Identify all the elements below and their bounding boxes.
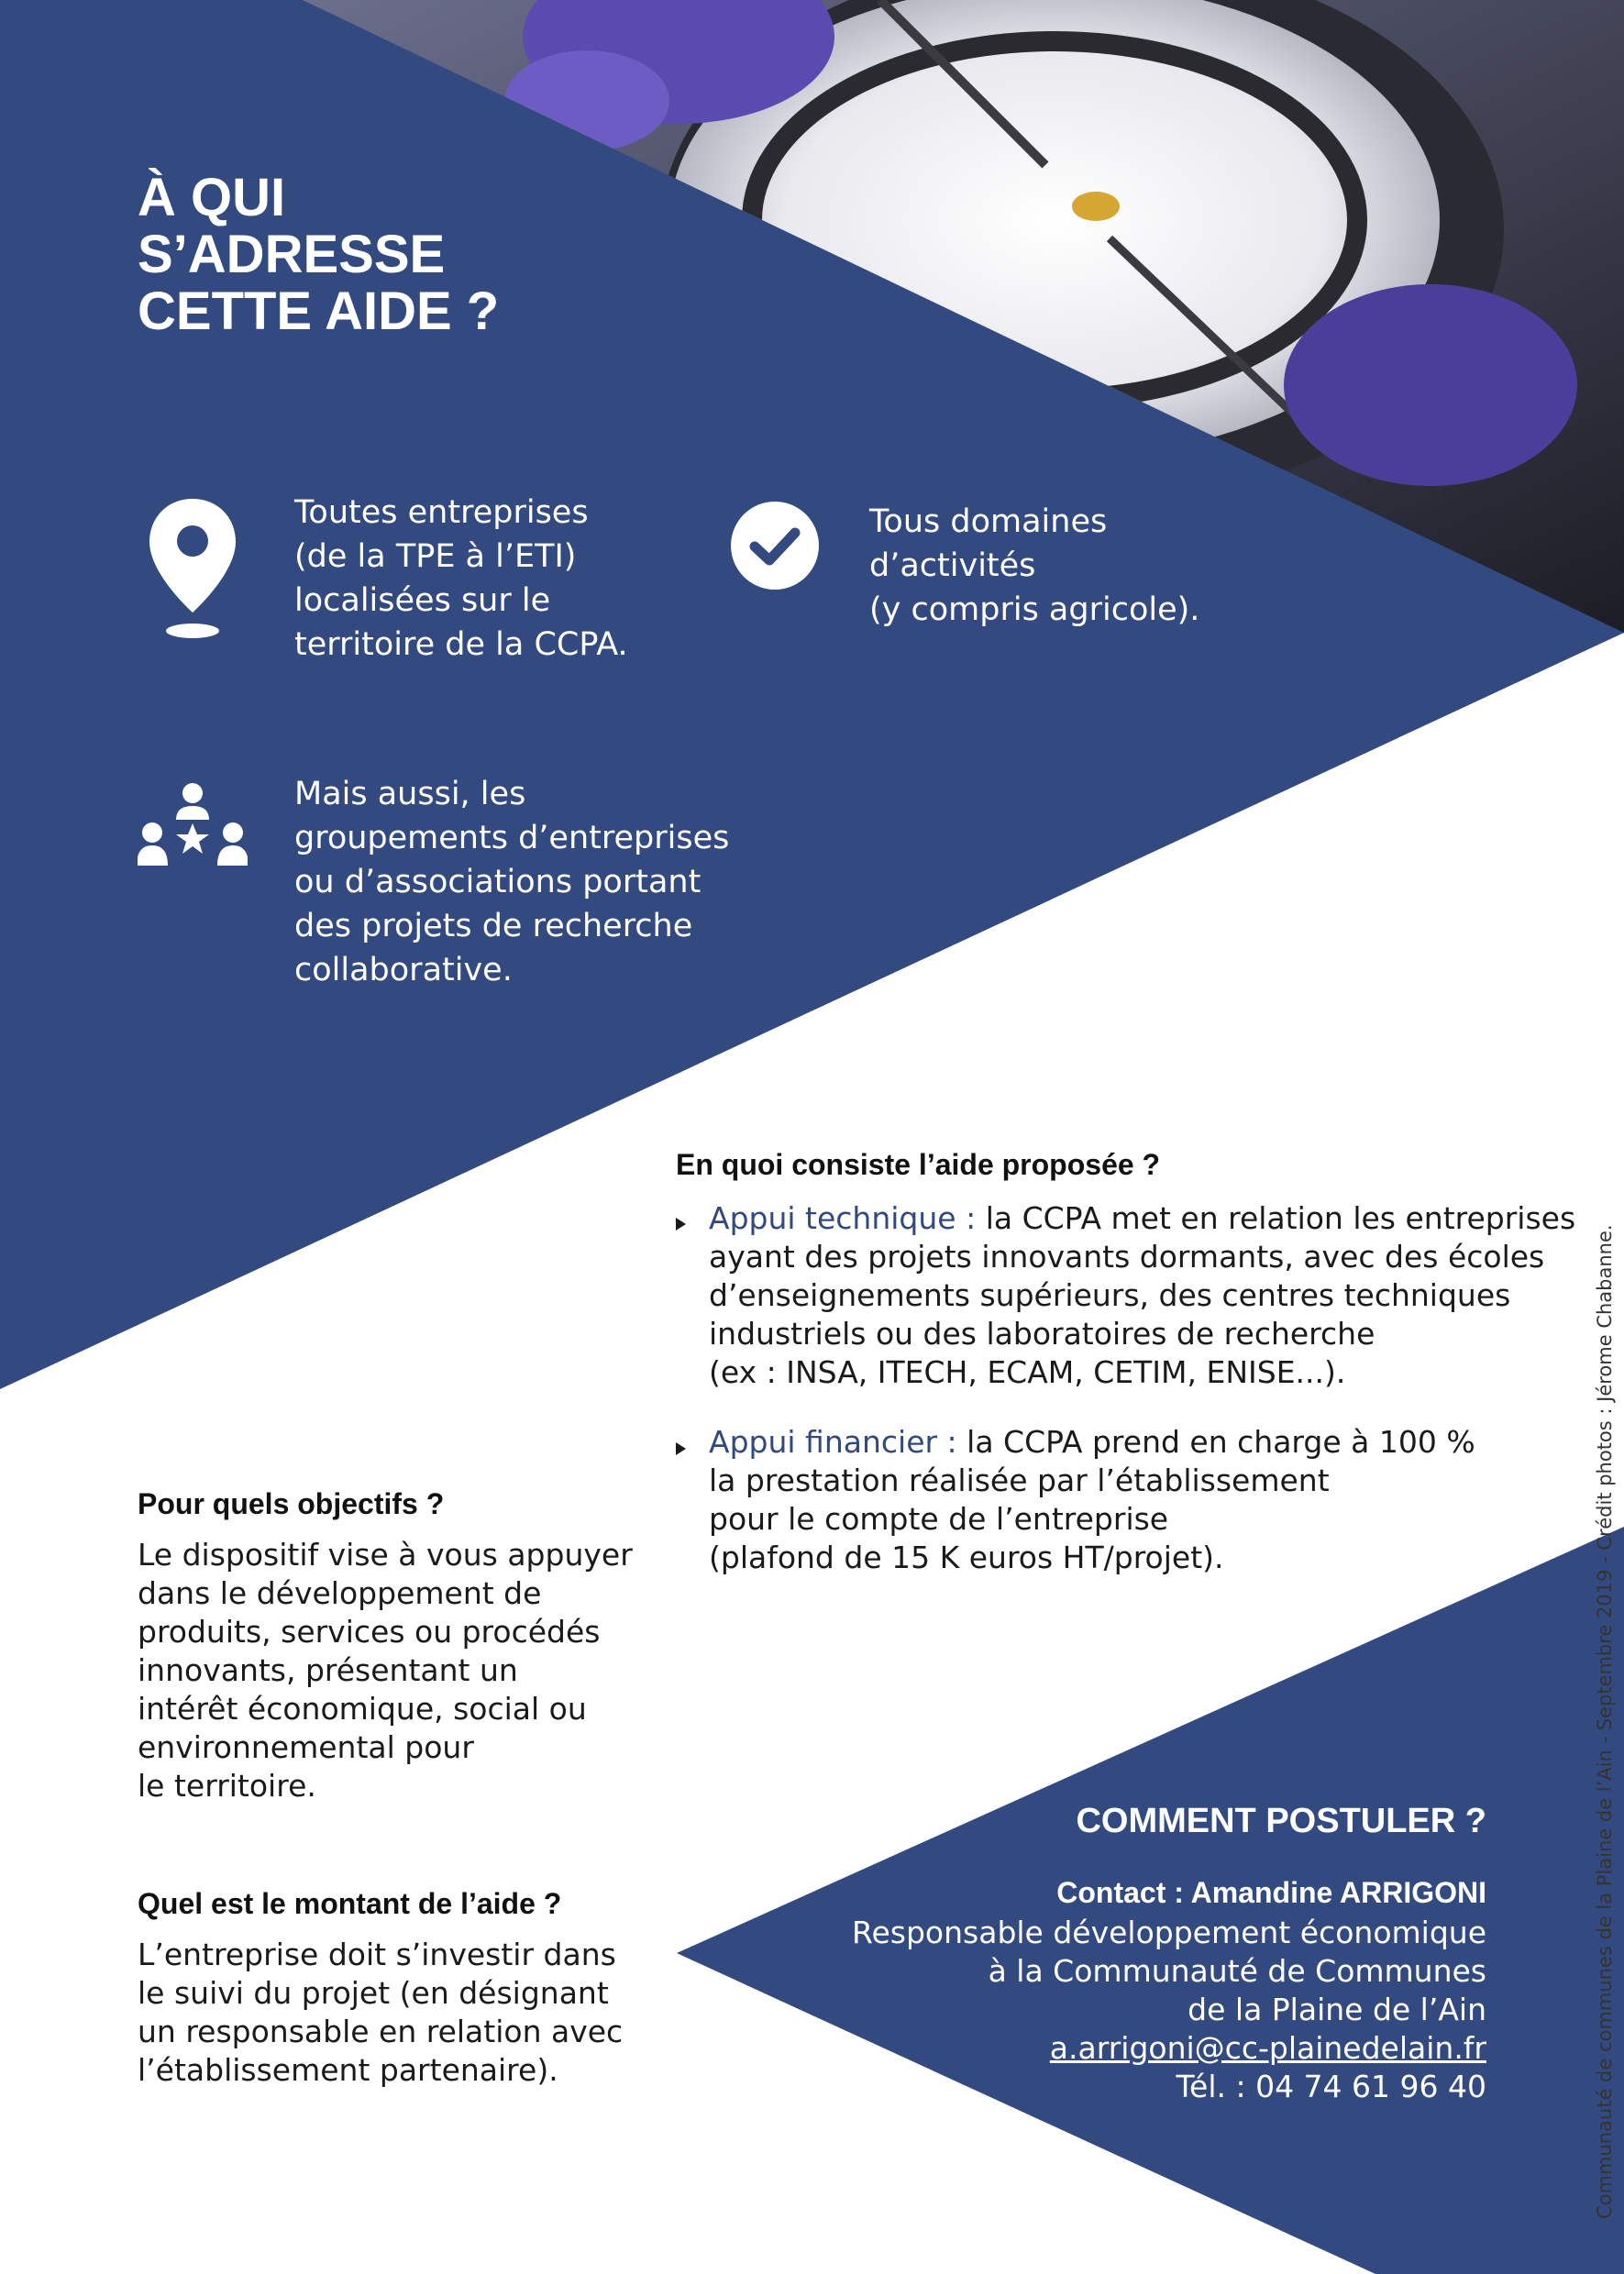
feature-domains [729,500,1325,646]
contact-name: Contact : Amandine ARRIGONI [1056,1876,1486,1909]
group-star-icon [138,781,248,868]
objectives-text: Le dispositif vise à vous appuyer dans le développement de produits, services ou procédés innovants, présentant un intérêt économique, social ou environnemental pour le territoire. [138,1537,633,1804]
aid-item-financial: Appui financier : la CCPA prend en charge à 100 % la prestation réalisée par l’établissement pour le compte de l’entreprise (plafond de 15 K euros HT/projet). [709,1424,1475,1575]
objectives-heading: Pour quels objectifs ? [138,1487,445,1520]
contact-details: Responsable développement économique à la Communauté de Communes de la Plaine de l’Ain a.arrigoni@cc-plainedelain.fr Tél. : 04 74 61 96 40 [753,1914,1486,2106]
location-pin-icon [142,495,243,642]
aid-item-technical-label: Appui technique : [709,1200,977,1236]
bullet-icon [676,1442,686,1455]
contact-phone: Tél. : 04 74 61 96 40 [1176,2069,1486,2104]
feature-groups [138,772,734,1001]
amount-heading: Quel est le montant de l’aide ? [138,1887,562,1920]
aid-item-financial-label: Appui financier : [709,1424,957,1460]
page-title: À QUI S’ADRESSE CETTE AIDE ? [138,168,500,341]
apply-section [753,1802,1486,2106]
aid-heading: En quoi consiste l’aide proposée ? [676,1148,1161,1181]
apply-heading: COMMENT POSTULER ? [1076,1802,1486,1840]
aid-section [676,1148,1576,1588]
check-circle-icon [729,500,821,591]
contact-email-link[interactable]: a.arrigoni@cc-plainedelain.fr [1049,2030,1486,2066]
feature-domains-text: Tous domaines d’activités (y compris agricole). [869,503,1200,628]
feature-location [138,491,734,674]
photo-credit: Communauté de communes de la Plaine de l’Ain - Septembre 2019 - Crédit photos : Jérome Chabanne. [1594,1224,1616,2219]
aid-item-technical: Appui technique : la CCPA met en relation les entreprises ayant des projets innovants dormants, avec des écoles d’enseignements supérieurs, des centres techniques industriels ou des laboratoires de recherche (ex : INSA, ITECH, ECAM, CETIM, ENISE...). [709,1200,1576,1390]
objectives-section [138,1487,651,1805]
amount-section [138,1887,651,2090]
amount-text: L’entreprise doit s’investir dans le suivi du projet (en désignant un responsable en relation avec l’établissement partenaire). [138,1937,624,2088]
bullet-icon [676,1218,686,1231]
feature-location-text: Toutes entreprises (de la TPE à l’ETI) localisées sur le territoire de la CCPA. [294,494,628,663]
feature-groups-text: Mais aussi, les groupements d’entreprises ou d’associations portant des projets de recherche collaborative. [294,776,730,988]
